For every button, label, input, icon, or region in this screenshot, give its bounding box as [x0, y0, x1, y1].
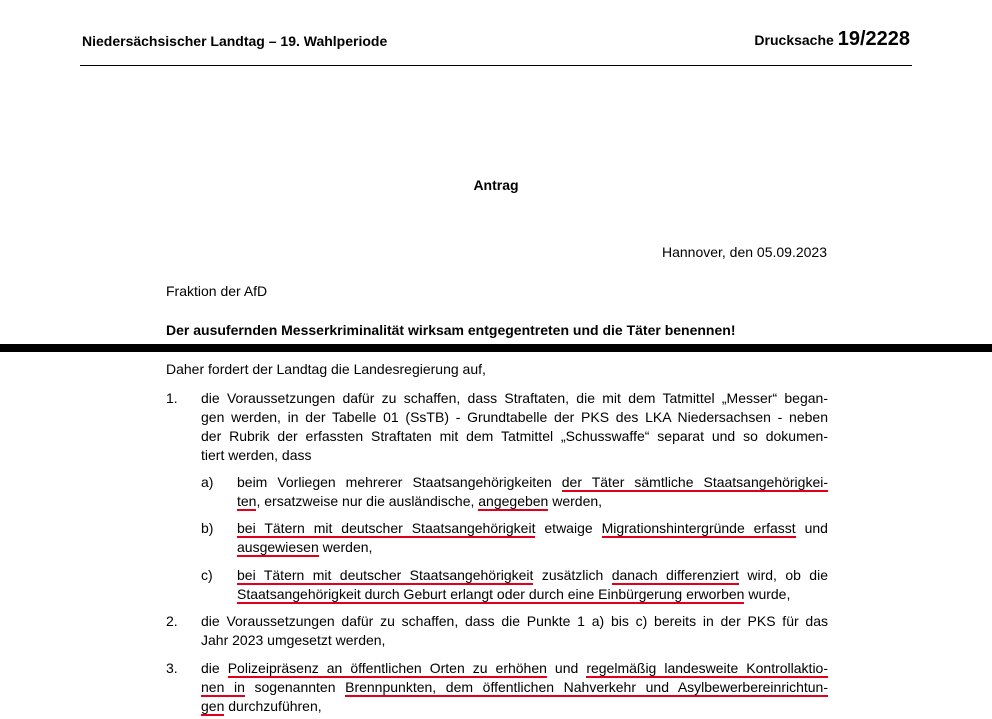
- text-run: wird, ob die: [738, 567, 828, 583]
- item-1b-line-2: [237, 538, 828, 557]
- text-run: zusätzlich: [533, 567, 612, 583]
- highlight-underline: Staatsangehörigkeit durch Geburt erlangt oder durch eine Einbürgerung erworben: [237, 586, 745, 602]
- drucksache-number: 19/2228: [837, 28, 910, 50]
- text-run: , ersatzweise nur die ausländische,: [256, 493, 479, 509]
- item-1c-line-1: [237, 566, 828, 585]
- text-run: etwaige: [535, 520, 602, 536]
- item-1c-line-2: [237, 585, 828, 604]
- item-2-line-1: die Voraussetzungen dafür zu schaffen, dass die Punkte 1 a) bis c) bereits in der PKS für das: [201, 613, 828, 629]
- document-subject: Der ausufernden Messerkriminalität wirksam entgegentreten und die Täter benennen!: [166, 322, 736, 338]
- redaction-bar: [0, 344, 992, 352]
- item-1-line-1: die Voraussetzungen dafür zu schaffen, dass Straftaten, die mit dem Tatmittel „Messer“ began-: [201, 390, 828, 406]
- item-1a-text: [237, 473, 828, 511]
- item-1-line-2: gen werden, in der Tabelle 01 (SsTB) - Grundtabelle der PKS des LKA Niedersachsen - neben: [201, 409, 828, 425]
- document-type: Antrag: [473, 177, 519, 193]
- highlight-underline: ausgewiesen: [237, 539, 319, 555]
- item-3-line-1: [201, 659, 828, 678]
- text-run: und: [795, 520, 828, 536]
- item-1a-line-2: [237, 492, 828, 511]
- item-1-number: 1.: [166, 390, 178, 406]
- highlight-underline: danach differenziert: [611, 567, 739, 583]
- item-1a-label: a): [201, 474, 214, 490]
- text-run: wurde,: [744, 586, 791, 602]
- header-drucksache: [754, 28, 910, 51]
- item-2-text: [201, 612, 828, 650]
- highlight-underline: regelmäßig landesweite Kontrollaktio-: [586, 660, 829, 676]
- item-3-line-3: [201, 697, 828, 716]
- item-3-text: [201, 659, 828, 716]
- highlight-underline: ten: [237, 493, 257, 509]
- item-1c-label: c): [201, 567, 213, 583]
- item-1b-label: b): [201, 520, 214, 536]
- highlight-underline: Brennpunkten, dem öffentlichen Nahverkehr und Asylbewerbereinrichtun-: [345, 679, 829, 695]
- text-run: sogenannten: [244, 679, 346, 695]
- highlight-underline: bei Tätern mit deutscher Staatsangehörigkeit: [237, 520, 536, 536]
- fraktion: Fraktion der AfD: [166, 283, 268, 299]
- item-1-text: [201, 389, 828, 465]
- drucksache-label: Drucksache: [754, 32, 834, 48]
- document-date: Hannover, den 05.09.2023: [661, 244, 827, 260]
- highlight-underline: der Täter sämtliche Staatsangehörigkei-: [561, 474, 829, 490]
- intro-text: Daher fordert der Landtag die Landesregierung auf,: [166, 361, 486, 377]
- item-1b-text: [237, 519, 828, 557]
- item-1-line-4: tiert werden, dass: [201, 447, 312, 463]
- text-run: die: [201, 660, 228, 676]
- text-run: beim Vorliegen mehrerer Staatsangehörigkeiten: [237, 474, 552, 490]
- item-3-number: 3.: [166, 660, 178, 676]
- item-1a-line-1: [237, 473, 828, 492]
- text-run: und: [546, 660, 587, 676]
- item-2-number: 2.: [166, 613, 178, 629]
- item-1c-text: [237, 566, 828, 604]
- highlight-underline: Polizeipräsenz an öffentlichen Orten zu erhöhen: [227, 660, 547, 676]
- item-1b-line-1: [237, 519, 828, 538]
- item-3-line-2: [201, 678, 828, 697]
- text-run: durchzuführen,: [224, 698, 322, 714]
- highlight-underline: Migrationshintergründe erfasst: [601, 520, 796, 536]
- text-run: werden,: [318, 539, 373, 555]
- highlight-underline: nen in: [201, 679, 245, 695]
- highlight-underline: gen: [201, 698, 225, 714]
- highlight-underline: bei Tätern mit deutscher Staatsangehörigkeit: [237, 567, 534, 583]
- text-run: werden,: [548, 493, 603, 509]
- highlight-underline: angegeben: [478, 493, 549, 509]
- item-2-line-2: Jahr 2023 umgesetzt werden,: [201, 632, 386, 648]
- header-title: Niedersächsischer Landtag – 19. Wahlperiode: [82, 33, 388, 49]
- header-divider: [80, 65, 912, 66]
- item-1-line-3: der Rubrik der erfassten Straftaten mit dem Tatmittel „Schusswaffe“ separat und so dokumen-: [201, 428, 828, 444]
